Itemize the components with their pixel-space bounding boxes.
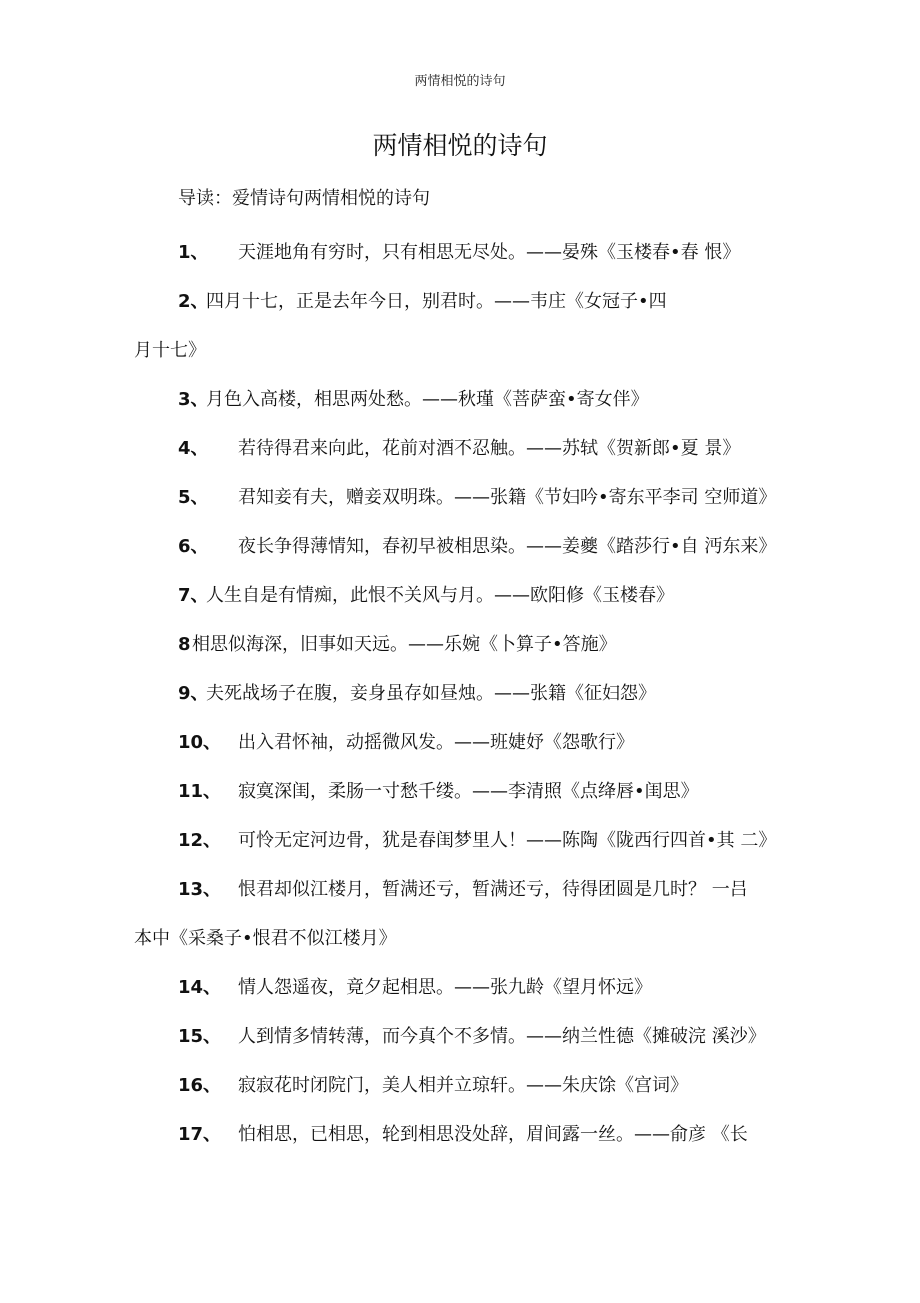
item-number: 1、 bbox=[178, 242, 209, 263]
list-item-continuation bbox=[0, 914, 920, 963]
list-item bbox=[0, 424, 920, 473]
item-number: 3、 bbox=[178, 389, 209, 410]
item-number: 5、 bbox=[178, 487, 209, 508]
item-text: 本中《采桑子•恨君不似江楼月》 bbox=[134, 928, 397, 949]
item-text: 怕相思，已相思，轮到相思没处辞，眉间露一丝。——俞彦 《长 bbox=[238, 1124, 748, 1145]
item-number: 15、 bbox=[178, 1026, 222, 1047]
item-number: 2、 bbox=[178, 291, 209, 312]
list-item bbox=[0, 1110, 920, 1159]
item-number: 6、 bbox=[178, 536, 209, 557]
item-text: 出入君怀袖，动摇微风发。——班婕妤《怨歌行》 bbox=[238, 732, 634, 753]
item-number: 11、 bbox=[178, 781, 222, 802]
item-text: 寂寂花时闭院门，美人相并立琼轩。——朱庆馀《宫词》 bbox=[238, 1075, 688, 1096]
item-number: 8 bbox=[178, 634, 191, 655]
item-text: 情人怨遥夜，竟夕起相思。——张九龄《望月怀远》 bbox=[238, 977, 652, 998]
item-number: 12、 bbox=[178, 830, 222, 851]
item-text: 月十七》 bbox=[134, 340, 206, 361]
item-text: 夫死战场子在腹，妾身虽存如昼烛。——张籍《征妇怨》 bbox=[206, 683, 656, 704]
item-text: 相思似海深，旧事如天远。——乐婉《卜算子•答施》 bbox=[192, 634, 617, 655]
list-item bbox=[0, 522, 920, 571]
list-item bbox=[0, 767, 920, 816]
list-item bbox=[0, 375, 920, 424]
item-number: 7、 bbox=[178, 585, 209, 606]
item-number: 4、 bbox=[178, 438, 209, 459]
item-text: 月色入高楼，相思两处愁。——秋瑾《菩萨蛮•寄女伴》 bbox=[206, 389, 649, 410]
running-header: 两情相悦的诗句 bbox=[414, 74, 506, 89]
list-item bbox=[0, 1061, 920, 1110]
list-item bbox=[0, 571, 920, 620]
item-number: 17、 bbox=[178, 1124, 222, 1145]
item-number: 14、 bbox=[178, 977, 222, 998]
list-item bbox=[0, 620, 920, 669]
item-text: 若待得君来向此，花前对酒不忍触。——苏轼《贺新郎•夏 景》 bbox=[238, 438, 741, 459]
list-item bbox=[0, 816, 920, 865]
item-text: 四月十七，正是去年今日，别君时。——韦庄《女冠子•四 bbox=[206, 291, 667, 312]
poem-lines bbox=[0, 228, 920, 1159]
list-item bbox=[0, 1012, 920, 1061]
list-item bbox=[0, 963, 920, 1012]
item-number: 13、 bbox=[178, 879, 222, 900]
item-number: 16、 bbox=[178, 1075, 222, 1096]
item-text: 可怜无定河边骨，犹是春闺梦里人！——陈陶《陇西行四首•其 二》 bbox=[238, 830, 777, 851]
item-text: 君知妾有夫，赠妾双明珠。——张籍《节妇吟•寄东平李司 空师道》 bbox=[238, 487, 777, 508]
document-title: 两情相悦的诗句 bbox=[372, 131, 548, 160]
list-item bbox=[0, 669, 920, 718]
list-item bbox=[0, 228, 920, 277]
item-number: 10、 bbox=[178, 732, 222, 753]
intro-line: 导读：爱情诗句两情相悦的诗句 bbox=[178, 188, 430, 209]
list-item-continuation bbox=[0, 326, 920, 375]
list-item bbox=[0, 865, 920, 914]
list-item bbox=[0, 473, 920, 522]
item-text: 夜长争得薄情知，春初早被相思染。——姜夔《踏莎行•自 沔东来》 bbox=[238, 536, 777, 557]
item-text: 人生自是有情痴，此恨不关风与月。——欧阳修《玉楼春》 bbox=[206, 585, 674, 606]
list-item bbox=[0, 277, 920, 326]
item-text: 恨君却似江楼月，暂满还亏，暂满还亏，待得团圆是几时？ 一吕 bbox=[238, 879, 748, 900]
item-text: 天涯地角有穷时，只有相思无尽处。——晏殊《玉楼春•春 恨》 bbox=[238, 242, 741, 263]
item-text: 人到情多情转薄，而今真个不多情。——纳兰性德《摊破浣 溪沙》 bbox=[238, 1026, 766, 1047]
item-number: 9、 bbox=[178, 683, 209, 704]
list-item bbox=[0, 718, 920, 767]
item-text: 寂寞深闺，柔肠一寸愁千缕。——李清照《点绛唇•闺思》 bbox=[238, 781, 699, 802]
